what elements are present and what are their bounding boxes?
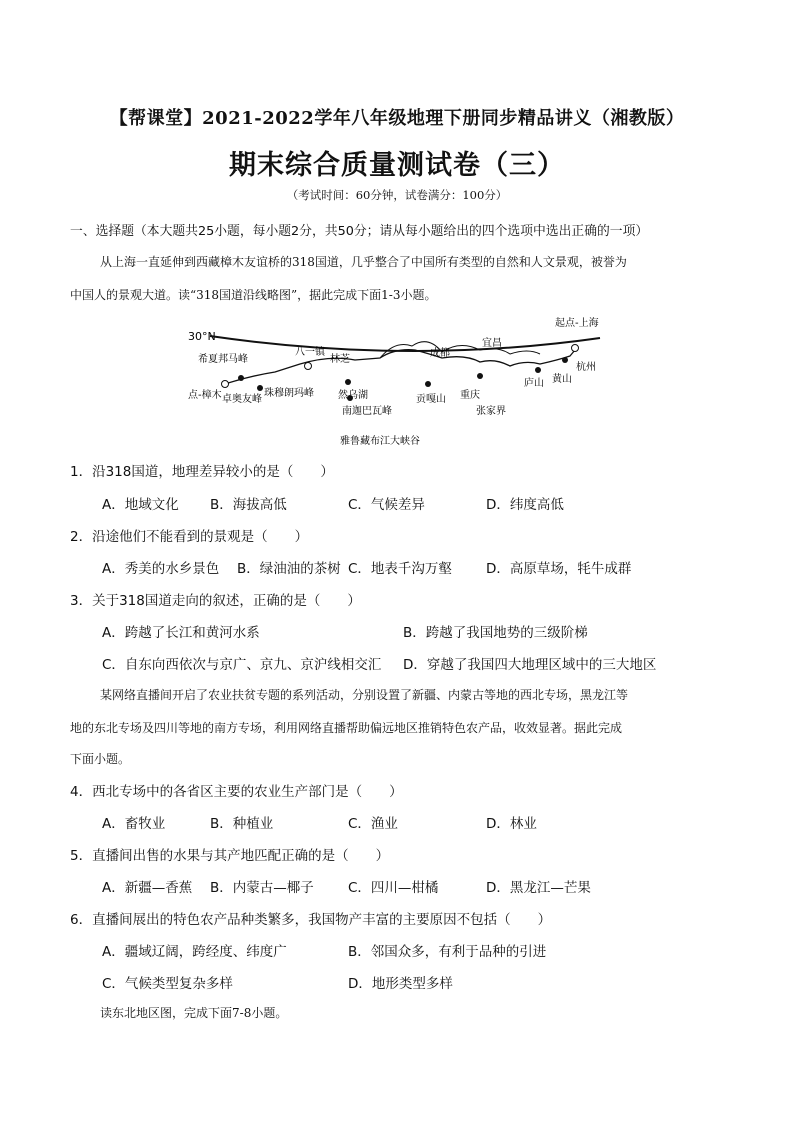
q3-option-b[interactable]: B．跨越了我国地势的三级阶梯 [403, 625, 588, 641]
label-lushan: 庐山 [524, 378, 544, 389]
q5-option-c[interactable]: C．四川—柑橘 [348, 880, 439, 896]
label-gonggashan: 贡嘎山 [416, 394, 446, 405]
exam-note: （考试时间：60分钟，试卷满分：100分） [286, 188, 508, 202]
q1-option-c[interactable]: C．气候差异 [348, 497, 425, 513]
question-3: 3．关于318国道走向的叙述，正确的是（ ） [70, 593, 361, 609]
question-1: 1．沿318国道，地理差异较小的是（ ） [70, 464, 334, 480]
point-bayi [305, 363, 312, 370]
label-linzhi: 林芝 [330, 354, 350, 365]
label-chongqing: 重庆 [460, 390, 480, 401]
point-shanghai [572, 345, 579, 352]
intro-line-1: 从上海一直延伸到西藏樟木友谊桥的318国道，几乎整合了中国所有类型的自然和人文景观，被誉为 [100, 255, 627, 269]
point-zhuoaoyou [238, 375, 244, 381]
point-zhangjiajie [477, 373, 483, 379]
latitude-label: 30°N [188, 330, 216, 343]
q2-option-c[interactable]: C．地表千沟万壑 [348, 561, 452, 577]
label-shanghai: 起点-上海 [555, 318, 599, 329]
q4-option-d[interactable]: D．林业 [486, 816, 537, 832]
q3-option-a[interactable]: A．跨越了长江和黄河水系 [102, 625, 260, 641]
q6-option-b[interactable]: B．邻国众多，有利于品种的引进 [348, 944, 547, 960]
q4-option-c[interactable]: C．渔业 [348, 816, 398, 832]
q6-option-c[interactable]: C．气候类型复杂多样 [102, 976, 233, 992]
q2-option-d[interactable]: D．高原草场，牦牛成群 [486, 561, 632, 577]
label-zhangjiajie: 张家界 [476, 406, 506, 417]
point-lushan [535, 367, 541, 373]
label-yarlung: 雅鲁藏布江大峡谷 [340, 436, 420, 447]
label-bayi: 八一镇 [295, 347, 325, 358]
point-gonggashan [425, 381, 431, 387]
label-zhangmu: 点-樟木 [188, 390, 222, 401]
q5-option-a[interactable]: A．新疆—香蕉 [102, 880, 193, 896]
q5-option-b[interactable]: B．内蒙古—椰子 [210, 880, 314, 896]
passage-2-line-2: 地的东北专场及四川等地的南方专场，利用网络直播帮助偏远地区推销特色农产品，收效显著。据此完成 [70, 721, 623, 735]
label-namjagbarwa: 南迦巴瓦峰 [342, 406, 392, 417]
section-heading: 一、选择题（本大题共25小题，每小题2分，共50分；请从每小题给出的四个选项中选出正确的一项） [70, 224, 649, 239]
q3-option-c[interactable]: C．自东向西依次与京广、京九、京沪线相交汇 [102, 657, 382, 673]
q1-option-b[interactable]: B．海拔高低 [210, 497, 287, 513]
passage-2-line-1: 某网络直播间开启了农业扶贫专题的系列活动，分别设置了新疆、内蒙古等地的西北专场，黑龙江等 [100, 688, 629, 702]
label-chengdu: 成都 [430, 348, 450, 359]
q1-option-d[interactable]: D．纬度高低 [486, 497, 564, 513]
question-6: 6．直播间展出的特色农产品种类繁多，我国物产丰富的主要原因不包括（ ） [70, 912, 552, 928]
label-yichang: 宜昌 [482, 338, 502, 349]
point-zhangmu [222, 381, 229, 388]
intro-line-2: 中国人的景观大道。读“318国道沿线略图”，据此完成下面1-3小题。 [70, 288, 437, 302]
q2-option-b[interactable]: B．绿油油的茶树 [237, 561, 341, 577]
label-xixiabangma: 希夏邦马峰 [198, 354, 248, 365]
q6-option-a[interactable]: A．疆域辽阔，跨经度、纬度广 [102, 944, 287, 960]
footer-note: 读东北地区图，完成下面7-8小题。 [100, 1006, 288, 1020]
label-hangzhou: 杭州 [576, 362, 596, 373]
q3-option-d[interactable]: D．穿越了我国四大地理区域中的三大地区 [403, 657, 657, 673]
q2-option-a[interactable]: A．秀美的水乡景色 [102, 561, 220, 577]
question-2: 2．沿途他们不能看到的景观是（ ） [70, 529, 309, 545]
q5-option-d[interactable]: D．黑龙江—芒果 [486, 880, 591, 896]
point-huangshan [562, 357, 568, 363]
point-ranwuhu [345, 379, 351, 385]
q1-option-a[interactable]: A．地域文化 [102, 497, 179, 513]
question-5: 5．直播间出售的水果与其产地匹配正确的是（ ） [70, 848, 390, 864]
label-ranwuhu: 然乌湖 [338, 390, 368, 401]
q6-option-d[interactable]: D．地形类型多样 [348, 976, 453, 992]
q4-option-a[interactable]: A．畜牧业 [102, 816, 166, 832]
point-everest [257, 385, 263, 391]
passage-2-line-3: 下面小题。 [70, 752, 131, 766]
header-title: 【帮课堂】2021-2022学年八年级地理下册同步精品讲义（湘教版） [109, 108, 685, 129]
label-everest: 珠穆朗玛峰 [264, 388, 314, 399]
label-zhuoaoyou: 卓奥友峰 [222, 394, 262, 405]
route-318-map [180, 310, 610, 450]
page-title: 期末综合质量测试卷（三） [229, 150, 565, 181]
q4-option-b[interactable]: B．种植业 [210, 816, 274, 832]
label-huangshan: 黄山 [552, 374, 572, 385]
route-line [225, 350, 575, 384]
question-4: 4．西北专场中的各省区主要的农业生产部门是（ ） [70, 784, 403, 800]
latitude-line [210, 336, 600, 351]
